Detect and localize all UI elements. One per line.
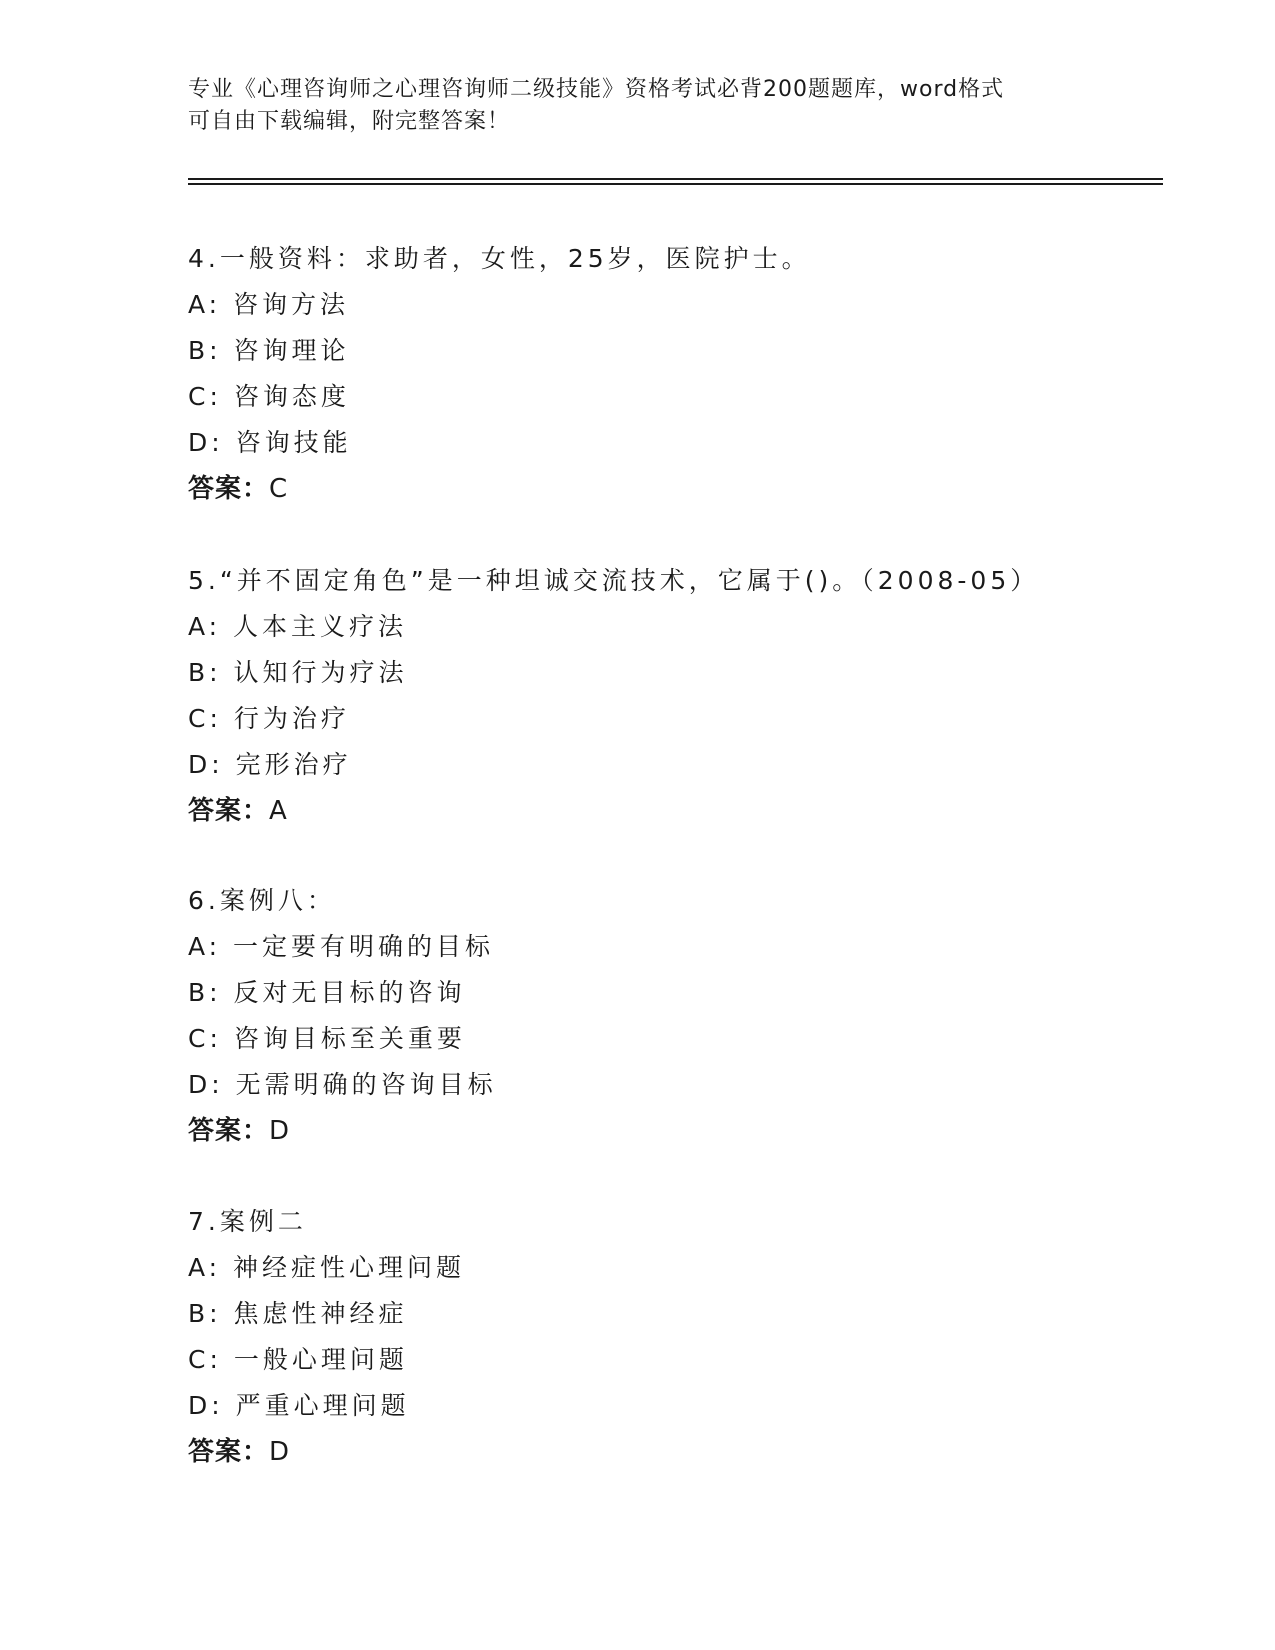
- option-a: A: 一定要有明确的目标: [188, 932, 495, 961]
- question-stem: 7.案例二: [188, 1207, 307, 1236]
- document-header: [188, 74, 1088, 138]
- option-b: B: 反对无目标的咨询: [188, 978, 466, 1007]
- option-a: A: 人本主义疗法: [188, 612, 408, 641]
- answer-line: [188, 788, 1188, 834]
- option-b: B: 咨询理论: [188, 336, 350, 365]
- header-line-2: 可自由下载编辑，附完整答案！: [188, 109, 511, 134]
- option-a: A: 神经症性心理问题: [188, 1253, 466, 1282]
- question-stem: 6.案例八：: [188, 886, 336, 915]
- option-c: C: 一般心理问题: [188, 1345, 408, 1374]
- question-block: [188, 558, 1188, 834]
- answer-value: C: [269, 474, 289, 504]
- answer-label: 答案：: [188, 1437, 270, 1467]
- option-d: D: 严重心理问题: [188, 1391, 410, 1420]
- option-d: D: 无需明确的咨询目标: [188, 1070, 497, 1099]
- option-a: A: 咨询方法: [188, 290, 350, 319]
- answer-label: 答案：: [188, 474, 270, 504]
- header-divider-bottom: [188, 183, 1163, 185]
- answer-value: D: [269, 1437, 291, 1467]
- answer-value: A: [269, 796, 288, 826]
- question-block: [188, 236, 1188, 512]
- answer-value: D: [269, 1116, 291, 1146]
- question-stem: 5.“并不固定角色”是一种坦诚交流技术，它属于()。（2008-05）: [188, 566, 1040, 595]
- option-b: B: 焦虑性神经症: [188, 1299, 408, 1328]
- answer-line: [188, 1108, 1188, 1154]
- question-block: [188, 1199, 1188, 1475]
- question-block: [188, 878, 1188, 1154]
- header-divider-top: [188, 178, 1163, 180]
- option-d: D: 咨询技能: [188, 428, 352, 457]
- answer-line: [188, 1429, 1188, 1475]
- answer-label: 答案：: [188, 1116, 270, 1146]
- answer-line: [188, 466, 1188, 512]
- header-line-1: 专业《心理咨询师之心理咨询师二级技能》资格考试必背200题题库，word格式: [188, 77, 1005, 102]
- option-c: C: 咨询目标至关重要: [188, 1024, 466, 1053]
- answer-label: 答案：: [188, 796, 270, 826]
- option-b: B: 认知行为疗法: [188, 658, 408, 687]
- option-c: C: 咨询态度: [188, 382, 350, 411]
- option-c: C: 行为治疗: [188, 704, 350, 733]
- option-d: D: 完形治疗: [188, 750, 352, 779]
- question-stem: 4.一般资料：求助者，女性，25岁，医院护士。: [188, 244, 811, 273]
